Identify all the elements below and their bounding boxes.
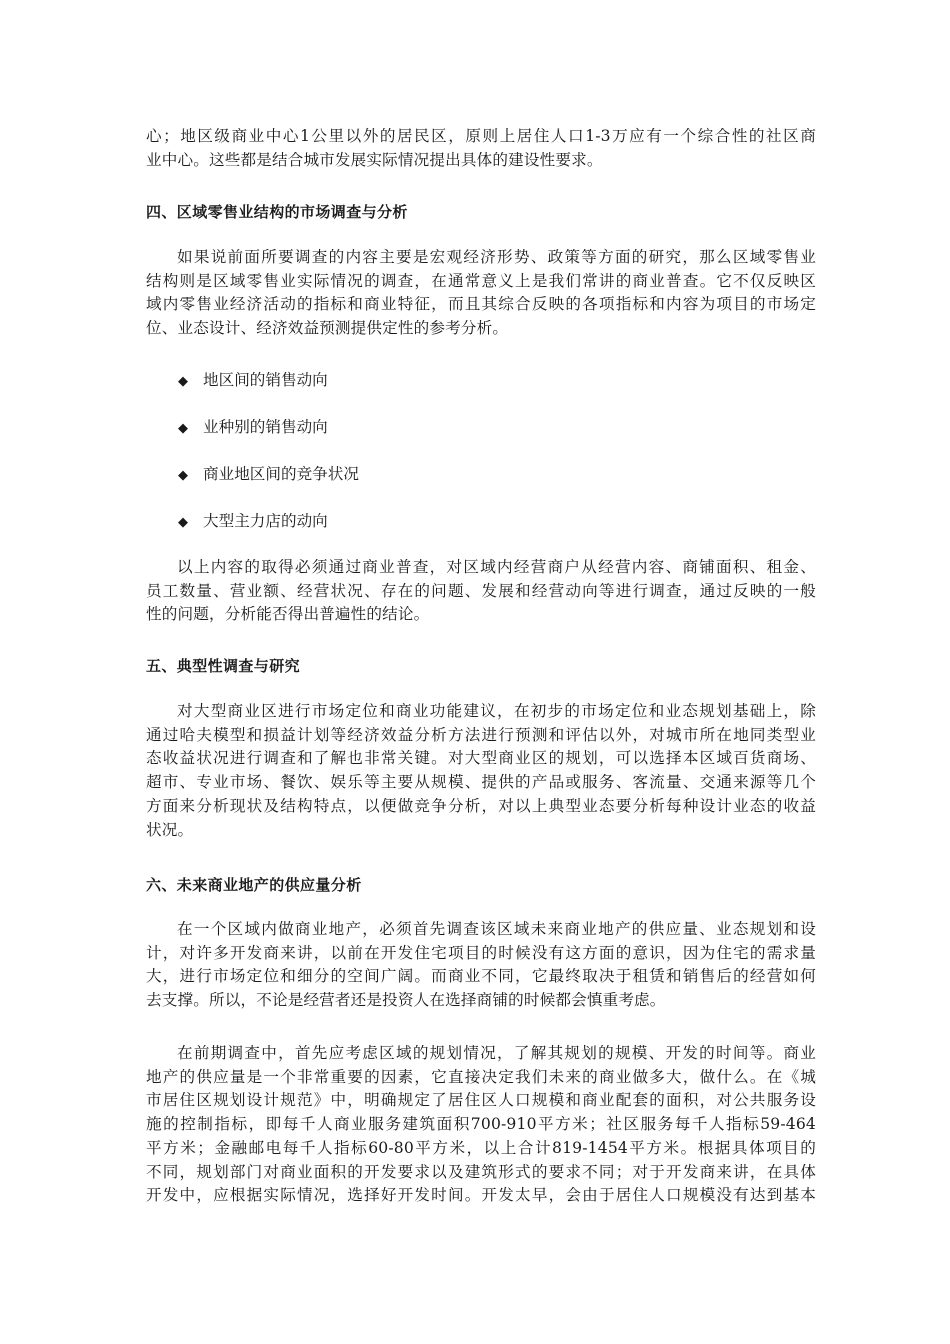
text-line: 大，进行市场定位和细分的空间广阔。而商业不同，它最终取决于租赁和销售后的经营如何 [146, 967, 816, 986]
text-line: 业中心。这些都是结合城市发展实际情况提出具体的建设性要求。 [146, 150, 603, 169]
text-line: 状况。 [146, 820, 194, 839]
text-line: 去支撑。所以，不论是经营者还是投资人在选择商铺的时候都会慎重考虑。 [146, 991, 666, 1010]
text-line: 如果说前面所要调查的内容主要是宏观经济形势、政策等方面的研究，那么区域零售业 [177, 248, 816, 266]
text-line: 地产的供应量是一个非常重要的因素，它直接决定我们未来的商业做多大，做什么。在《城 [146, 1067, 816, 1086]
bullet-text: 大型主力店的动向 [203, 512, 328, 530]
diamond-bullet-icon: ◆ [178, 515, 188, 530]
diamond-bullet-icon: ◆ [178, 468, 188, 483]
section4-paragraph-2 [146, 556, 816, 627]
text-line: 方面来分析现状及结构特点，以便做竞争分析，对以上典型业态要分析每种设计业态的收益 [146, 796, 816, 815]
section4-paragraph-1 [146, 246, 816, 341]
bullet-text: 商业地区间的竞争状况 [203, 465, 359, 483]
text-line: 开发中，应根据实际情况，选择好开发时间。开发太早，会由于居住人口规模没有达到基本 [146, 1186, 816, 1205]
text-line: 态收益状况进行调查和了解也非常关键。对大型商业区的规划，可以选择本区域百货商场、 [146, 749, 816, 768]
bullet-text: 业种别的销售动向 [203, 418, 328, 436]
text-line: 市居住区规划设计规范》中，明确规定了居住区人口规模和商业配套的面积，对公共服务设 [146, 1091, 816, 1110]
text-line: 员工数量、营业额、经营状况、存在的问题、发展和经营动向等进行调查，通过反映的一般 [146, 581, 816, 600]
text-line: 心；地区级商业中心1公里以外的居民区，原则上居住人口1-3万应有一个综合性的社区商 [146, 127, 816, 145]
text-line: 计，对许多开发商来讲，以前在开发住宅项目的时候没有这方面的意识，因为住宅的需求量 [146, 943, 816, 962]
text-line: 对大型商业区进行市场定位和商业功能建议，在初步的市场定位和业态规划基础上，除 [177, 702, 816, 720]
bullet-item [178, 369, 328, 393]
bullet-item [178, 416, 328, 440]
text-line: 在前期调查中，首先应考虑区域的规划情况，了解其规划的规模、开发的时间等。商业 [177, 1044, 816, 1062]
section6-paragraph-1 [146, 918, 816, 1013]
section-heading-4: 四、区域零售业结构的市场调查与分析 [146, 203, 408, 221]
text-line: 在一个区域内做商业地产，必须首先调查该区域未来商业地产的供应量、业态规划和设 [177, 920, 816, 938]
bullet-item [178, 510, 328, 534]
paragraph-top [146, 125, 816, 172]
bullet-item [178, 463, 359, 487]
diamond-bullet-icon: ◆ [178, 374, 188, 389]
text-line: 以上内容的取得必须通过商业普查，对区域内经营商户从经营内容、商铺面积、租金、 [177, 558, 816, 576]
text-line: 不同，规划部门对商业面积的开发要求以及建筑形式的要求不同；对于开发商来讲，在具体 [146, 1162, 816, 1181]
diamond-bullet-icon: ◆ [178, 421, 188, 436]
text-line: 平方米；金融邮电每千人指标60-80平方米，以上合计819-1454平方米。根据具体项目的 [146, 1138, 816, 1157]
text-line: 位、业态设计、经济效益预测提供定性的参考分析。 [146, 319, 509, 338]
text-line: 通过哈夫模型和损益计划等经济效益分析方法进行预测和评估以外，对城市所在地同类型业 [146, 725, 816, 744]
text-line: 性的问题，分析能否得出普遍性的结论。 [146, 605, 430, 624]
text-line: 施的控制指标，即每千人商业服务建筑面积700-910平方米；社区服务每千人指标59-464 [146, 1115, 816, 1134]
text-line: 超市、专业市场、餐饮、娱乐等主要从规模、提供的产品或服务、客流量、交通来源等几个 [146, 773, 816, 792]
section-heading-5: 五、典型性调查与研究 [146, 657, 301, 675]
section-heading-6: 六、未来商业地产的供应量分析 [146, 876, 362, 894]
section6-paragraph-2 [146, 1042, 816, 1208]
bullet-text: 地区间的销售动向 [203, 371, 328, 389]
text-line: 结构则是区域零售业实际情况的调查，在通常意义上是我们常讲的商业普查。它不仅反映区 [146, 271, 816, 290]
text-line: 域内零售业经济活动的指标和商业特征，而且其综合反映的各项指标和内容为项目的市场定 [146, 295, 816, 314]
section5-paragraph-1 [146, 700, 816, 842]
